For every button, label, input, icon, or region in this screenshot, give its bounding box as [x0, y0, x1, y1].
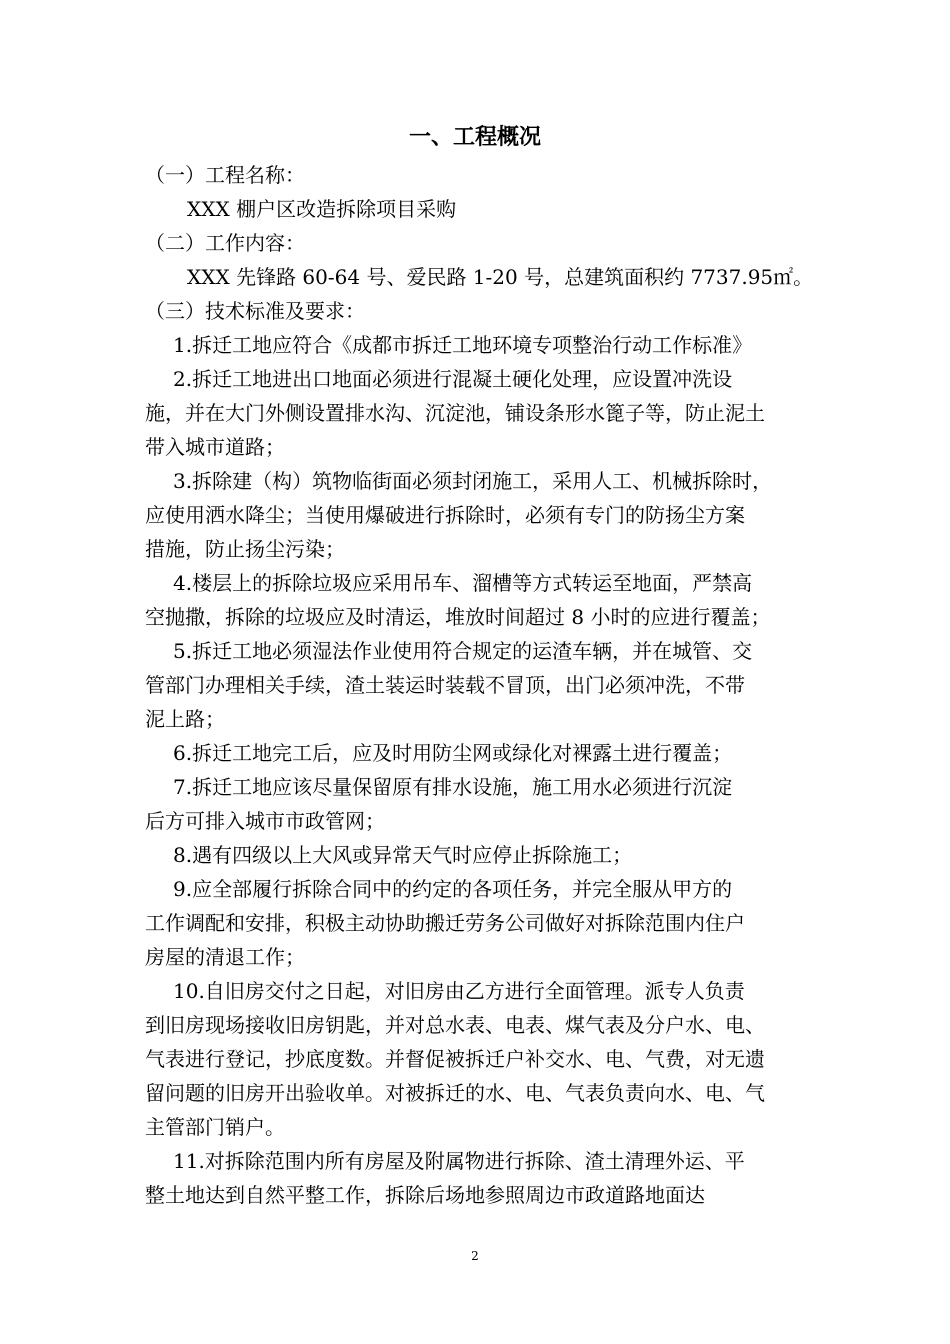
text-line: 6.拆迁工地完工后，应及时用防尘网或绿化对裸露土进行覆盖；: [173, 741, 733, 765]
text-line: 后方可排入城市市政管网；: [145, 809, 385, 833]
text-line: 7.拆迁工地应该尽量保留原有排水设施，施工用水必须进行沉淀: [173, 775, 733, 799]
page-number: 2: [471, 1249, 479, 1263]
text-line: XXX 棚户区改造拆除项目采购: [187, 197, 457, 221]
text-line: XXX 先锋路 60-64 号、爱民路 1-20 号，总建筑面积约 7737.95㎡。: [187, 265, 814, 289]
text-line: 9.应全部履行拆除合同中的约定的各项任务，并完全服从甲方的: [173, 877, 733, 901]
text-line: 带入城市道路；: [145, 435, 285, 459]
text-line: 10.自旧房交付之日起，对旧房由乙方进行全面管理。派专人负责: [173, 979, 745, 1003]
text-line: 到旧房现场接收旧房钥匙，并对总水表、电表、煤气表及分户水、电、: [145, 1013, 765, 1037]
text-line: 管部门办理相关手续，渣土装运时装载不冒顶，出门必须冲洗，不带: [145, 673, 745, 697]
text-line: 2.拆迁工地进出口地面必须进行混凝土硬化处理，应设置冲洗设: [173, 367, 733, 391]
text-line: 施，并在大门外侧设置排水沟、沉淀池，铺设条形水篦子等，防止泥土: [145, 401, 765, 425]
text-line: 主管部门销户。: [145, 1115, 285, 1139]
text-line: （一）工程名称：: [145, 163, 305, 187]
document-body: [145, 158, 815, 1212]
text-line: 泥上路；: [145, 707, 225, 731]
text-line: 整土地达到自然平整工作，拆除后场地参照周边市政道路地面达: [145, 1183, 705, 1207]
text-line: 8.遇有四级以上大风或异常天气时应停止拆除施工；: [173, 843, 633, 867]
text-line: 房屋的清退工作；: [145, 945, 305, 969]
text-line: 气表进行登记，抄底度数。并督促被拆迁户补交水、电、气费，对无遗: [145, 1047, 765, 1071]
text-line: 措施，防止扬尘污染；: [145, 537, 345, 561]
text-line: 应使用洒水降尘；当使用爆破进行拆除时，必须有专门的防扬尘方案: [145, 503, 745, 527]
text-line: 工作调配和安排，积极主动协助搬迁劳务公司做好对拆除范围内住户: [145, 911, 745, 935]
text-line: 11.对拆除范围内所有房屋及附属物进行拆除、渣土清理外运、平: [173, 1149, 745, 1173]
page-title: 一、工程概况: [408, 125, 541, 150]
text-line: 留问题的旧房开出验收单。对被拆迁的水、电、气表负责向水、电、气: [145, 1081, 765, 1105]
text-line: 3.拆除建（构）筑物临街面必须封闭施工，采用人工、机械拆除时，: [173, 469, 773, 493]
text-line: 5.拆迁工地必须湿法作业使用符合规定的运渣车辆，并在城管、交: [173, 639, 753, 663]
text-line: 空抛撒，拆除的垃圾应及时清运，堆放时间超过 8 小时的应进行覆盖；: [145, 605, 771, 629]
text-line: 1.拆迁工地应符合《成都市拆迁工地环境专项整治行动工作标准》: [173, 333, 753, 357]
text-line: 4.楼层上的拆除垃圾应采用吊车、溜槽等方式转运至地面，严禁高: [173, 571, 753, 595]
text-line: （二）工作内容：: [145, 231, 305, 255]
text-line: （三）技术标准及要求：: [145, 299, 365, 323]
